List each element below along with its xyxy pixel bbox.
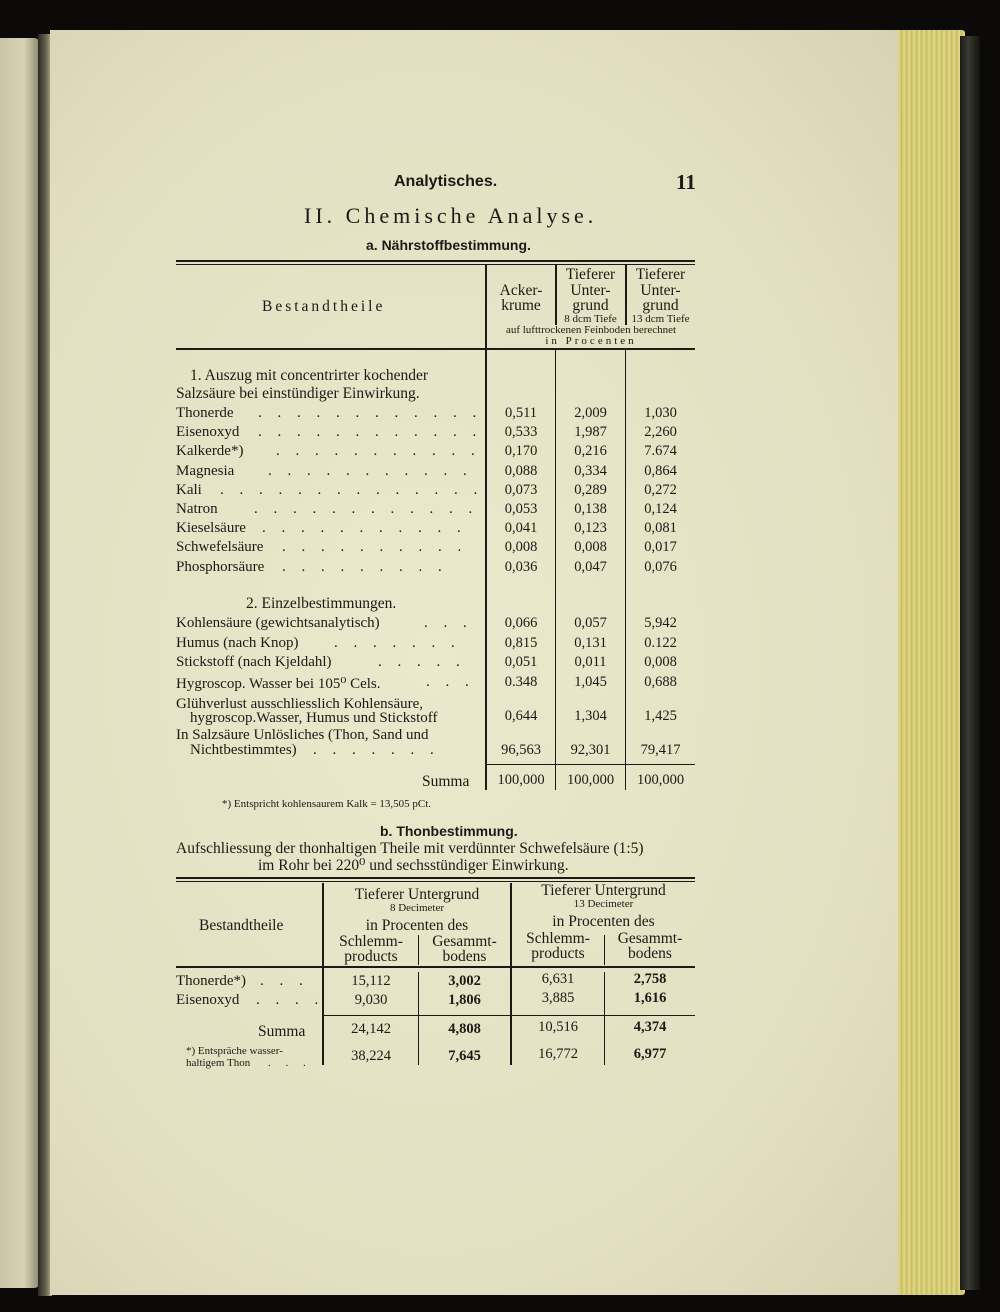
section-title: II. Chemische Analyse. xyxy=(304,203,598,228)
table-cell: 2,260 xyxy=(644,424,677,441)
table-a-footnote: *) Entspricht kohlensaurem Kalk = 13,505 pCt. xyxy=(222,798,432,810)
table-cell: 0.348 xyxy=(504,673,538,690)
table-b-cell: 2,758 xyxy=(633,971,667,987)
table-cell: 1,030 xyxy=(644,405,677,421)
unloesliches-ackerkrume: 96,563 xyxy=(501,742,541,758)
dot-leader: . . . . . . . . . . . xyxy=(276,443,481,460)
table-b-footnote-g2-schlemm: 16,772 xyxy=(538,1046,578,1062)
table-b-top-rule xyxy=(176,877,695,879)
table-cell: 0,334 xyxy=(574,462,607,479)
table-cell: 0.122 xyxy=(644,634,677,651)
table-a-header-rule xyxy=(176,348,695,350)
header-col3-2: Unter- xyxy=(640,282,681,299)
table-a-top-rule xyxy=(176,260,695,262)
table-cell: 0,008 xyxy=(504,539,538,556)
gluehverlust-label-1: Glühverlust ausschliesslich Kohlensäure, xyxy=(176,696,424,712)
table-b-g1-title: Tieferer Untergrund xyxy=(354,886,480,903)
table-cell: 0,008 xyxy=(644,654,677,670)
table-b-cell: 1,806 xyxy=(448,992,481,1008)
table-b-intro-2: im Rohr bei 220⁰ und sechsstündiger Einwirkung. xyxy=(258,857,569,874)
table-b-g1-c2-2: bodens xyxy=(442,948,487,965)
table-cell: 0,073 xyxy=(504,481,538,498)
table-b-g1-basis: in Procenten des xyxy=(365,917,469,934)
group1-title-1: 1. Auszug mit concentrirter kochender xyxy=(190,367,429,384)
table-b-g2-c2-1: Gesammt- xyxy=(617,930,683,947)
table-b-footnote-g1-schlemm: 38,224 xyxy=(351,1048,391,1064)
table-b-g1-c1-2: products xyxy=(344,948,398,965)
table-cell: 0,272 xyxy=(644,481,677,498)
table-cell: 0,511 xyxy=(504,405,538,421)
table-row-label: Kohlensäure (gewichtsanalytisch) xyxy=(176,615,380,631)
table-cell: 2,009 xyxy=(574,405,607,421)
table-b-g2-basis: in Procenten des xyxy=(552,913,655,930)
table-cell: 5,942 xyxy=(644,615,677,631)
table-b-g2-c1-2: products xyxy=(531,945,585,962)
table-b-footnote-g2-gesammt: 6,977 xyxy=(633,1046,667,1062)
table-b-g2-title: Tieferer Untergrund xyxy=(541,882,666,899)
summa-ackerkrume: 100,000 xyxy=(497,772,545,788)
table-cell: 0,123 xyxy=(574,520,607,537)
table-cell: 7.674 xyxy=(644,443,677,460)
table-b-summa-g2-schlemm: 10,516 xyxy=(538,1019,578,1035)
dot-leader: . . . . . . . . . . xyxy=(282,539,468,556)
table-b-g1-sub: 8 Decimeter xyxy=(389,902,445,914)
table-cell: 0,076 xyxy=(644,558,677,575)
header-col3-3: grund xyxy=(642,297,679,314)
table-b-summa-rule xyxy=(324,1015,695,1016)
table-cell: 0,533 xyxy=(504,424,538,441)
dot-leader: . . . xyxy=(260,973,309,989)
header-basis: auf lufttrockenen Feinboden berechnet xyxy=(505,324,677,336)
table-b-cell: 1,616 xyxy=(633,990,667,1006)
table-b-g1-c2-1: Gesammt- xyxy=(432,933,497,950)
table-cell: 0,170 xyxy=(504,443,538,460)
table-cell: 0,051 xyxy=(504,654,538,670)
table-row-label: Schwefelsäure xyxy=(176,539,264,556)
table-cell: 0,688 xyxy=(644,673,677,690)
dot-leader: . . . xyxy=(426,673,475,690)
dot-leader: . . . . . . . . . xyxy=(282,558,448,575)
table-b-summa-g1-gesammt: 4,808 xyxy=(448,1021,481,1037)
dot-leader: . . . . . xyxy=(378,654,466,670)
table-cell: 0,066 xyxy=(504,615,538,631)
table-cell: 0,011 xyxy=(574,654,607,670)
table-b-row-label: Thonerde*) xyxy=(176,973,246,989)
table-b-cell: 3,002 xyxy=(448,973,481,989)
table-cell: 1,987 xyxy=(574,424,607,441)
table-cell: 0,289 xyxy=(574,481,607,498)
gluehverlust-13dcm: 1,425 xyxy=(644,708,677,724)
dot-leader: . . . . . . . . . . . xyxy=(262,520,467,537)
table-b-footnote-leader: . . . xyxy=(268,1057,312,1069)
page-block-edge xyxy=(893,30,965,1295)
dot-leader: . . . . . . . . . . . xyxy=(268,462,473,479)
table-row-label: Eisenoxyd xyxy=(176,424,240,441)
book-cover-edge xyxy=(960,36,980,1290)
summa-8dcm: 100,000 xyxy=(566,772,615,788)
summa-13dcm: 100,000 xyxy=(636,772,685,788)
table-b-footnote-1: *) Entspräche wasser- xyxy=(186,1045,283,1057)
header-in-procenten: in Procenten xyxy=(545,335,637,347)
table-cell: 0,008 xyxy=(574,539,607,556)
header-col2-1: Tieferer xyxy=(565,266,616,283)
table-row-label: Hygroscop. Wasser bei 105⁰ Cels. xyxy=(176,675,381,692)
header-col2-3: grund xyxy=(572,297,609,314)
table-b-cell: 9,030 xyxy=(354,992,388,1008)
unloesliches-13dcm: 79,417 xyxy=(640,742,681,758)
page-number: 11 xyxy=(676,170,696,194)
table-b-summa-g2-gesammt: 4,374 xyxy=(633,1019,667,1035)
table-b-summa-g1-schlemm: 24,142 xyxy=(351,1021,391,1037)
table-b-summa-label: Summa xyxy=(258,1023,306,1040)
header-col3-1: Tieferer xyxy=(635,266,686,283)
running-title: Analytisches. xyxy=(394,173,498,190)
dot-leader: . . . . . . . . . . . . xyxy=(254,501,479,517)
table-row-label: Natron xyxy=(176,501,218,517)
gluehverlust-8dcm: 1,304 xyxy=(574,708,607,724)
unloesliches-leader: . . . . . . . xyxy=(313,742,440,758)
group2-title: 2. Einzelbestimmungen. xyxy=(246,595,397,612)
table-b-footnote-2: haltigem Thon xyxy=(186,1057,251,1069)
header-ackerkrume-2: krume xyxy=(501,297,541,314)
table-b-intro-1: Aufschliessung der thonhaltigen Theile mit verdünnter Schwefelsäure (1:5) xyxy=(176,840,644,857)
table-cell: 0,053 xyxy=(504,501,538,517)
table-a-top-rule-thin xyxy=(176,264,695,265)
table-cell: 1,045 xyxy=(574,673,607,690)
table-row-label: Kalkerde*) xyxy=(176,443,244,460)
table-row-label: Kieselsäure xyxy=(176,520,246,537)
summa-rule xyxy=(487,764,695,765)
table-b-header-bestandtheile: Bestandtheile xyxy=(199,917,284,934)
dot-leader: . . . . . . . . . . . . xyxy=(258,424,483,441)
dot-leader: . . . . xyxy=(256,992,325,1008)
table-cell: 0,088 xyxy=(504,462,538,479)
table-b-cell: 15,112 xyxy=(351,973,391,989)
table-cell: 0,047 xyxy=(574,558,607,575)
table-cell: 0,057 xyxy=(574,615,607,631)
facing-page-edge xyxy=(0,38,40,1288)
dot-leader: . . . xyxy=(424,615,473,631)
table-row-label: Kali xyxy=(176,481,202,498)
table-b-footnote-g1-gesammt: 7,645 xyxy=(448,1048,481,1064)
table-b-cell: 3,885 xyxy=(541,990,575,1006)
table-cell: 0,017 xyxy=(644,539,677,556)
table-cell: 0,864 xyxy=(644,462,677,479)
table-cell: 0,815 xyxy=(504,634,538,651)
table-cell: 0,216 xyxy=(574,443,607,460)
table-row-label: Magnesia xyxy=(176,462,235,479)
header-col3-depth: 13 dcm Tiefe xyxy=(631,313,690,325)
dot-leader: . . . . . . . . . . . . xyxy=(258,405,483,421)
table-b-header-rule xyxy=(176,966,695,968)
table-b-g2-sub: 13 Decimeter xyxy=(573,898,634,910)
header-col2-depth: 8 dcm Tiefe xyxy=(564,313,617,325)
table-b-g2-c2-2: bodens xyxy=(628,945,672,962)
table-row-label: Thonerde xyxy=(176,405,234,421)
table-row-label: Stickstoff (nach Kjeldahl) xyxy=(176,654,332,670)
table-row-label: Phosphorsäure xyxy=(176,558,265,575)
unloesliches-label-1: In Salzsäure Unlösliches (Thon, Sand und xyxy=(176,727,429,743)
table-cell: 0,041 xyxy=(504,520,538,537)
table-cell: 0,124 xyxy=(644,501,677,517)
dot-leader: . . . . . . . xyxy=(334,634,461,651)
table-cell: 0,036 xyxy=(504,558,538,575)
unloesliches-label-2: Nichtbestimmtes) xyxy=(190,742,297,758)
header-col2-2: Unter- xyxy=(570,282,611,299)
table-cell: 0,081 xyxy=(644,520,677,537)
table-b-cell: 6,631 xyxy=(541,971,575,987)
table-cell: 0,138 xyxy=(574,501,607,517)
summa-label: Summa xyxy=(422,773,470,790)
table-b-g2-c1-1: Schlemm- xyxy=(526,930,590,947)
table-a-subtitle: a. Nährstoffbestimmung. xyxy=(366,237,531,253)
dot-leader: . . . . . . . . . . . . . . xyxy=(220,481,484,498)
table-b-row-label: Eisenoxyd xyxy=(176,992,240,1008)
header-bestandtheile: Bestandtheile xyxy=(262,298,386,315)
table-cell: 0,131 xyxy=(574,634,607,651)
table-b-g1-c1-1: Schlemm- xyxy=(339,933,403,950)
unloesliches-8dcm: 92,301 xyxy=(570,742,611,758)
gluehverlust-label-2: hygroscop.Wasser, Humus und Stickstoff xyxy=(190,710,438,726)
header-ackerkrume-1: Acker- xyxy=(499,282,543,299)
table-row-label: Humus (nach Knop) xyxy=(176,634,299,651)
gluehverlust-ackerkrume: 0,644 xyxy=(504,708,538,724)
group1-title-2: Salzsäure bei einstündiger Einwirkung. xyxy=(176,385,420,402)
table-b-subtitle: b. Thonbestimmung. xyxy=(380,823,518,839)
